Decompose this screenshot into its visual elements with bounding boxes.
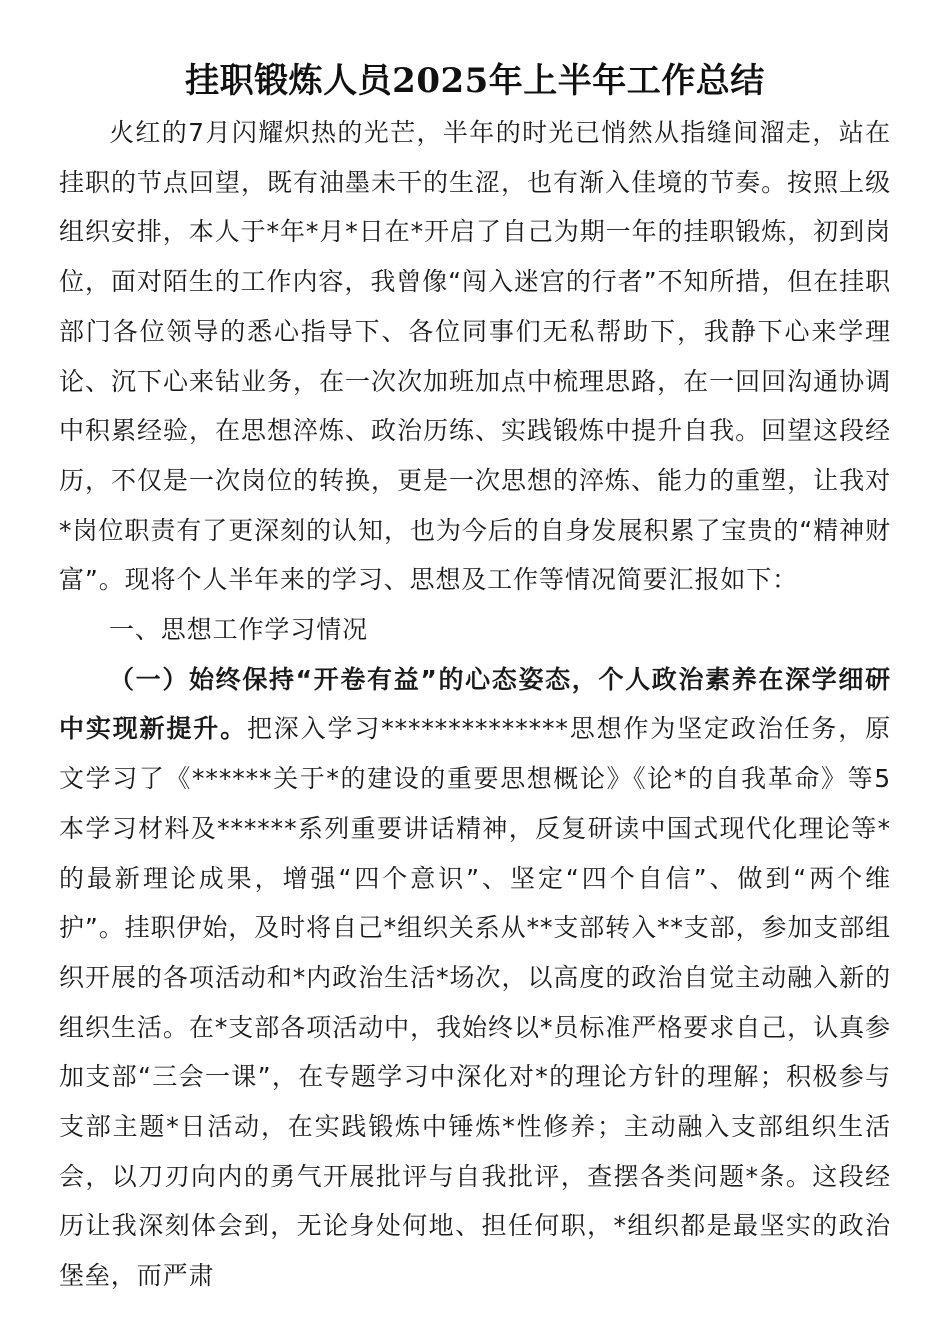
intro-paragraph: 火红的7月闪耀炽热的光芒，半年的时光已悄然从指缝间溜走，站在挂职的节点回望，既有油墨未干的生涩，也有渐入佳境的节奏。按照上级组织安排，本人于*年*月*日在*开启了自己为期一年的挂职锻炼，初到岗位，面对陌生的工作内容，我曾像“闯入迷宫的行者”不知所措，但在挂职部门各位领导的悉心指导下、各位同事们无私帮助下，我静下心来学理论、沉下心来钻业务，在一次次加班加点中梳理思路，在一回回沟通协调中积累经验，在思想淬炼、政治历练、实践锻炼中提升自我。回望这段经历，不仅是一次岗位的转换，更是一次思想的淬炼、能力的重塑，让我对*岗位职责有了更深刻的认知，也为今后的自身发展积累了宝贵的“精神财富”。现将个人半年来的学习、思想及工作等情况简要汇报如下： (59, 118, 891, 595)
subsection-body-1: 把深入学习**************思想作为坚定政治任务，原文学习了《******关于*的建设的重要思想概论》《论*的自我革命》等5本学习材料及******系列重要讲话精神，反复研读中国式现代化理论等*的最新理论成果，增强“四个意识”、坚定“四个自信”、做到“两个维护”。挂职伊始，及时将自己*组织关系从**支部转入**支部，参加支部组织开展的各项活动和*内政治生活*场次，以高度的政治自觉主动融入新的组织生活。在*支部各项活动中，我始终以*员标准严格要求自己，认真参加支部“三会一课”，在专题学习中深化对*的理论方针的理解；积极参与支部主题*日活动，在实践锻炼中锤炼*性修养；主动融入支部组织生活会，以刀刃向内的勇气开展批评与自我批评，查摆各类问题*条。这段经历让我深刻体会到，无论身处何地、担任何职，*组织都是最坚实的政治堡垒，而严肃 (59, 714, 891, 1291)
section-heading-1: 一、思想工作学习情况 (109, 615, 369, 645)
document-body (59, 108, 891, 1301)
subsection-heading-1: （一）始终保持“开卷有益”的心态姿态，个人政治素养在深学细研中实现新提升。 (59, 664, 891, 744)
subsection-paragraph-1 (59, 655, 891, 1301)
document-title: 挂职锻炼人员2025年上半年工作总结 (185, 61, 765, 101)
